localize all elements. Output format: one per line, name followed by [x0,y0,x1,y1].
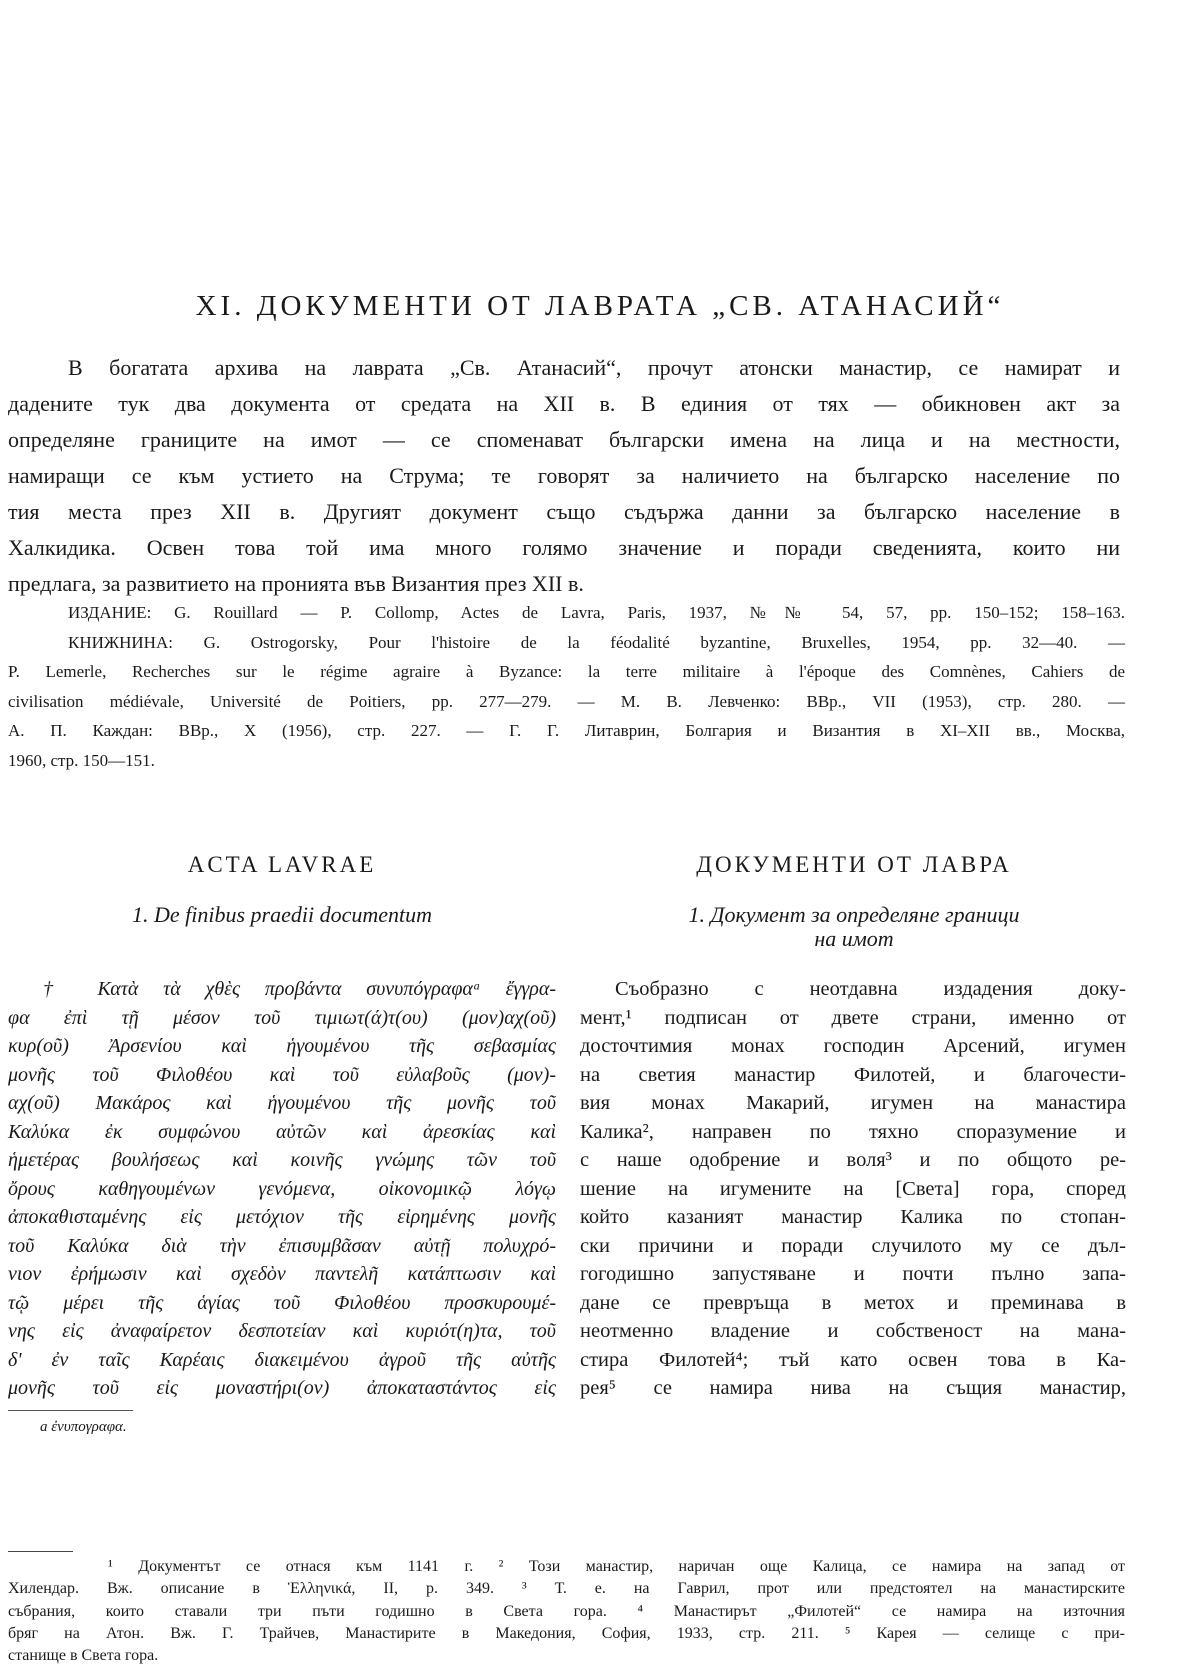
bulgarian-translation [580,975,1126,1403]
greek-text [8,975,556,1403]
biblio-line: КНИЖНИНА: G. Ostrogorsky, Pour l'histoire de la féodalité byzantine, Bruxelles, 1954, pp. 32—40. — [68,632,1125,652]
footnote-divider [8,1551,73,1552]
text-line: стира Филотей⁴; тъй като освен това в Ка- [580,1348,1126,1371]
right-column-heading: ДОКУМЕНТИ ОТ ЛАВРА [696,852,1012,877]
text-line: гогодишно запустяване и почти пълно запа- [580,1263,1126,1285]
text-line: ὄρους καθηγουμένων γενόμενα, οἰκονομικῷ λόγῳ [8,1177,556,1200]
text-line: ἀποκαθισταμένης εἰς μετόχιον τῆς εἰρημένης μονῆς [8,1206,556,1228]
left-column-subheading: 1. De finibus praedii documentum [131,902,433,927]
right-column-subheading [580,903,1128,951]
text-line: тия места през XII в. Другият документ също съдържа данни за българско население в [8,499,1120,524]
text-line: мент,¹ подписан от двете страни, именно от [580,1006,1126,1029]
biblio-line: P. Lemerle, Recherches sur le régime agraire à Byzance: la terre militaire à l'époque des Comnènes, Cahiers de [8,662,1125,681]
text-line: φα ἐπὶ τῇ μέσον τοῦ τιμιωτ(ά)τ(ου) (μον)αχ(οῦ) [8,1006,556,1029]
subheading-line: на имот [814,926,894,951]
left-column-heading: ACTA LAVRAE [187,852,377,877]
footnotes [8,1556,1125,1667]
greek-footnote: a ἐνυπογραφα. [40,1419,127,1435]
text-line: В богатата архива на лаврата „Св. Атанасий“, прочут атонски манастир, се намират и [68,355,1120,380]
text-line: μονῆς τοῦ εἰς μοναστήρι(ον) ἀποκαταστάντος εἰς [8,1377,556,1399]
text-line: Καλύκα ἐκ συμφώνου αὐτῶν καὶ ἀρεσκίας καὶ [8,1120,556,1143]
biblio-line: civilisation médiévale, Université de Poitiers, pp. 277—279. — М. В. Левченко: ВВр., VII (1953), стр. 280. — [8,691,1125,711]
text-line: τοῦ Καλύκα διὰ τὴν ἐπισυμβᾶσαν αὐτῇ πολυχρό- [8,1234,556,1257]
text-line: νης εἰς ἀναφαίρετον δεσποτείαν καὶ κυριότ(η)τα, τοῦ [8,1320,556,1342]
text-line: на светия манастир Филотей, и благочести- [580,1063,1126,1086]
text-line: определяне границите на имот — се споменават български имена на лица и на местности, [8,427,1120,452]
bibliography [8,598,1125,775]
text-line: Съобразно с неотдавна издадения доку- [615,978,1126,1000]
text-line: дане се превръща в метох и преминава в [580,1291,1126,1314]
footnote-line: Хилендар. Вж. описание в Ἑλληνικά, II, p. 349. ³ Т. е. на Гаврил, прот или предстоятел на манастирските [8,1580,1125,1598]
chapter-title: XI. ДОКУМЕНТИ ОТ ЛАВРАТА „СВ. АТАНАСИЙ“ [195,290,1005,322]
footnote-line: станище в Света гора. [8,1647,159,1665]
text-line: κυρ(οῦ) Ἀρσενίου καὶ ἡγουμένου τῆς σεβασμίας [8,1035,556,1057]
text-line: αχ(οῦ) Μακάρος καὶ ἡγουμένου τῆς μονῆς τοῦ [8,1092,556,1114]
text-line: рея⁵ се намира нива на същия манастир, [580,1377,1126,1399]
text-line: който казаният манастир Калика по стопан- [580,1206,1126,1228]
text-line: ски причини и поради случилото му се дъл- [580,1234,1126,1257]
text-line: намиращи се към устието на Струма; те говорят за наличието на българско население по [8,463,1120,488]
text-line: шение на игумените на [Света] гора, според [580,1177,1126,1200]
text-line: вия монах Макарий, игумен на манастира [580,1092,1126,1114]
text-line: дадените тук два документа от средата на XII в. В единия от тях — обикновен акт за [8,391,1120,416]
biblio-line: ИЗДАНИЕ: G. Rouillard — P. Collomp, Actes de Lavra, Paris, 1937, №№ 54, 57, pp. 150–152; 158–163. [68,603,1125,622]
text-line: μονῆς τοῦ Φιλοθέου καὶ τοῦ εὐλαβοῦς (μον)- [8,1063,556,1086]
text-line: δ' ἐν ταῖς Καρέαις διακειμένου ἀγροῦ τῆς αὐτῆς [8,1348,556,1371]
text-line: неотменно владение и собственост на мана- [580,1320,1126,1342]
footnote-line: бряг на Атон. Вж. Г. Трайчев, Манастирите в Македония, София, 1933, стр. 211. ⁵ Карея — селище с при- [8,1624,1125,1642]
footnote-divider [8,1410,133,1411]
text-line: ἡμετέρας βουλήσεως καὶ κοινῆς γνώμης τῶν τοῦ [8,1149,556,1171]
text-line: Калика², направен по тяхно споразумение и [580,1120,1126,1143]
intro-paragraph [8,350,1120,602]
text-line: τῷ μέρει τῆς ἁγίας τοῦ Φιλοθέου προσκυρουμέ- [8,1291,556,1314]
text-line: досточтимия монах господин Арсений, игумен [580,1035,1126,1057]
text-line: с наше одобрение и воля³ и по общото ре- [580,1149,1126,1171]
footnote-line: събрания, които ставали три пъти годишно в Света гора. ⁴ Манастирът „Филотей“ се намира на източния [8,1602,1125,1620]
text-line: νιον ἐρήμωσιν καὶ σχεδὸν παντελῆ κατάπτωσιν καὶ [8,1263,556,1285]
footnote-line: ¹ Документът се отнася към 1141 г. ² Този манастир, наричан още Калица, се намира на запад от [108,1558,1125,1575]
text-line: † Κατὰ τὰ χθὲς προβάντα συνυπόγραφαᵃ ἔγγρα- [43,978,556,1000]
subheading-line: 1. Документ за определяне граници [688,902,1020,927]
biblio-line: А. П. Каждан: ВВр., X (1956), стр. 227. — Г. Г. Литаврин, Болгария и Византия в XI–XII вв., Москва, [8,721,1125,740]
text-line: предлага, за развитието на пронията във Византия през XII в. [8,571,584,596]
biblio-line: 1960, стр. 150—151. [8,750,155,770]
text-line: Халкидика. Освен това той има много голямо значение и поради сведенията, които ни [8,535,1120,560]
